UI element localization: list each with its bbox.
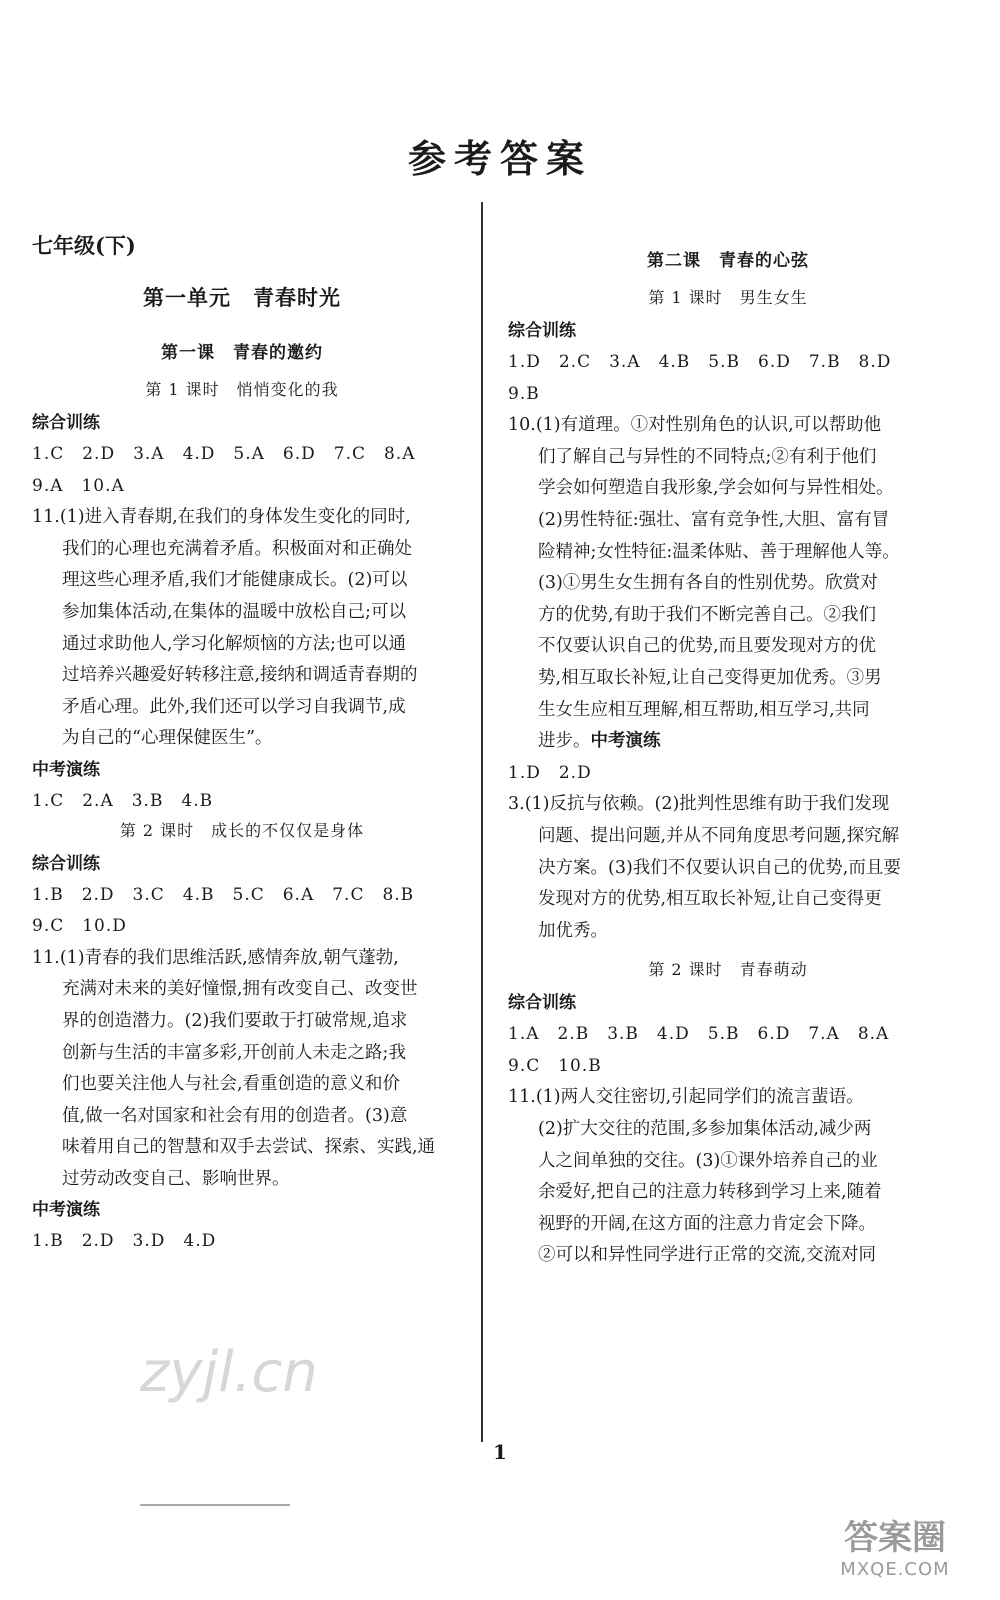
answer-text-line: 界的创造潜力。(2)我们要敢于打破常规,追求 [62,1010,408,1031]
answer-paragraph [508,410,948,758]
period-heading: 第 1 课时 男生女生 [648,288,808,307]
section-heading: 综合训练 [32,413,100,433]
answer-text-line: 加优秀。 [538,920,608,941]
answer-line: 1.B 2.D 3.D 4.D [32,1231,217,1252]
answer-line: 9.A 10.A [32,475,125,496]
answer-text-line: 创新与生活的丰富多彩,开创前人未走之路;我 [62,1042,406,1063]
column-divider [481,202,483,1442]
answer-text-line: (3)①男生女生拥有各自的性别优势。欣赏对 [538,573,878,594]
answer-text-line: 决方案。(3)我们不仅要认识自己的优势,而且要 [538,857,901,878]
answer-text-line: (2)扩大交往的范围,多参加集体活动,减少两 [538,1119,872,1140]
answer-text-line: 问题、提出问题,并从不同角度思考问题,探究解 [538,825,900,846]
period-heading: 第 2 课时 青春萌动 [648,960,808,980]
answer-text-line: ②可以和异性同学进行正常的交流,交流对同 [538,1245,877,1266]
answer-text: 进步。 [538,731,591,752]
answer-text-line: 过劳动改变自己、影响世界。 [62,1168,290,1189]
answer-text-line: 余爱好,把自己的注意力转移到学习上来,随着 [538,1182,882,1203]
answer-text-line: 视野的开阔,在这方面的注意力肯定会下降。 [538,1213,877,1234]
unit-heading: 第一单元 青春时光 [143,285,341,310]
answer-text-line: 们也要关注他人与社会,看重创造的意义和价 [62,1074,401,1095]
watermark-logo [810,1510,980,1580]
answer-text-line: 学会如何塑造自我形象,学会如何与异性相处。 [538,478,894,499]
answer-line: 9.B [508,383,540,404]
scan-smudge [140,1504,290,1506]
answer-text-line: 11.(1)两人交往密切,引起同学们的流言蜚语。 [508,1087,864,1108]
answer-text-line: 人之间单独的交往。(3)①课外培养自己的业 [538,1150,878,1171]
answer-line: 9.C 10.D [32,916,127,937]
page-number: 1 [493,1440,507,1464]
answer-text-line: 发现对方的优势,相互取长补短,让自己变得更 [538,889,882,910]
answer-text-line: 3.(1)反抗与依赖。(2)批判性思维有助于我们发现 [508,794,890,815]
page-title: 参考答案 [407,136,592,181]
watermark-url: MXQE.COM [840,1559,950,1580]
answer-paragraph [32,943,452,1196]
section-heading: 综合训练 [508,321,576,341]
answer-text-line: 我们的心理也充满着矛盾。积极面对和正确处 [62,538,412,559]
right-column [508,246,948,1272]
answer-line: 1.A 2.B 3.B 4.D 5.B 6.D 7.A 8.A [508,1024,890,1045]
watermark-logo-text: 答案圈 [844,1518,946,1558]
section-heading: 中考演练 [32,759,100,780]
answer-text-line: 11.(1)青春的我们思维活跃,感情奔放,朝气蓬勃, [32,947,399,968]
answer-text-line: 矛盾心理。此外,我们还可以学习自我调节,成 [62,696,406,717]
answer-text-line: 过培养兴趣爱好转移注意,接纳和调适青春期的 [62,665,418,686]
lesson-heading: 第一课 青春的邀约 [161,343,323,363]
section-heading: 综合训练 [508,993,576,1014]
answer-paragraph [508,789,948,947]
answer-line: 1.B 2.D 3.C 4.B 5.C 6.A 7.C 8.B [32,884,415,905]
answer-paragraph [508,1082,948,1272]
section-heading: 中考演练 [32,1200,100,1221]
answer-line: 1.C 2.A 3.B 4.B [32,790,214,811]
period-heading: 第 2 课时 成长的不仅仅是身体 [119,820,365,840]
left-column [32,230,452,1258]
answer-text-line: 10.(1)有道理。①对性别角色的认识,可以帮助他 [508,415,882,436]
watermark-text: zyjl.cn [140,1340,318,1405]
answer-line: 1.D 2.C 3.A 4.B 5.B 6.D 7.B 8.D [508,352,892,372]
lesson-heading: 第二课 青春的心弦 [647,251,809,271]
period-heading: 第 1 课时 悄悄变化的我 [145,380,339,399]
answer-text-line: 味着用自己的智慧和双手去尝试、探索、实践,通 [62,1137,436,1158]
answer-text-line: 充满对未来的美好憧憬,拥有改变自己、改变世 [62,979,418,1000]
answer-text-line: 理这些心理矛盾,我们才能健康成长。(2)可以 [62,570,408,591]
answer-text-line: 们了解自己与异性的不同特点;②有利于他们 [538,446,877,467]
answer-text-line [508,726,948,758]
grade-heading: 七年级(下) [32,233,136,258]
answer-text-line: 险精神;女性特征:温柔体贴、善于理解他人等。 [538,541,900,562]
answer-text-line: (2)男性特征:强壮、富有竞争性,大胆、富有冒 [538,509,890,530]
section-heading: 综合训练 [32,853,100,874]
answer-text-line: 11.(1)进入青春期,在我们的身体发生变化的同时, [32,507,411,528]
answer-text-line: 值,做一名对国家和社会有用的创造者。(3)意 [62,1105,408,1126]
answer-text-line: 参加集体活动,在集体的温暖中放松自己;可以 [62,601,406,622]
section-heading-inline: 中考演练 [590,731,661,752]
answer-text-line: 势,相互取长补短,让自己变得更加优秀。③男 [538,667,882,688]
answer-text-line: 通过求助他人,学习化解烦恼的方法;也可以通 [62,633,406,654]
answer-text-line: 为自己的“心理保健医生”。 [62,728,273,749]
answer-text-line: 不仅要认识自己的优势,而且要发现对方的优 [538,636,877,657]
answer-text-line: 生女生应相互理解,相互帮助,相互学习,共同 [538,699,870,720]
answer-text-line: 方的优势,有助于我们不断完善自己。②我们 [538,604,877,625]
answer-line: 9.C 10.B [508,1055,602,1076]
answer-line: 1.C 2.D 3.A 4.D 5.A 6.D 7.C 8.A [32,444,416,464]
answer-paragraph [32,502,452,755]
answer-line: 1.D 2.D [508,762,592,783]
